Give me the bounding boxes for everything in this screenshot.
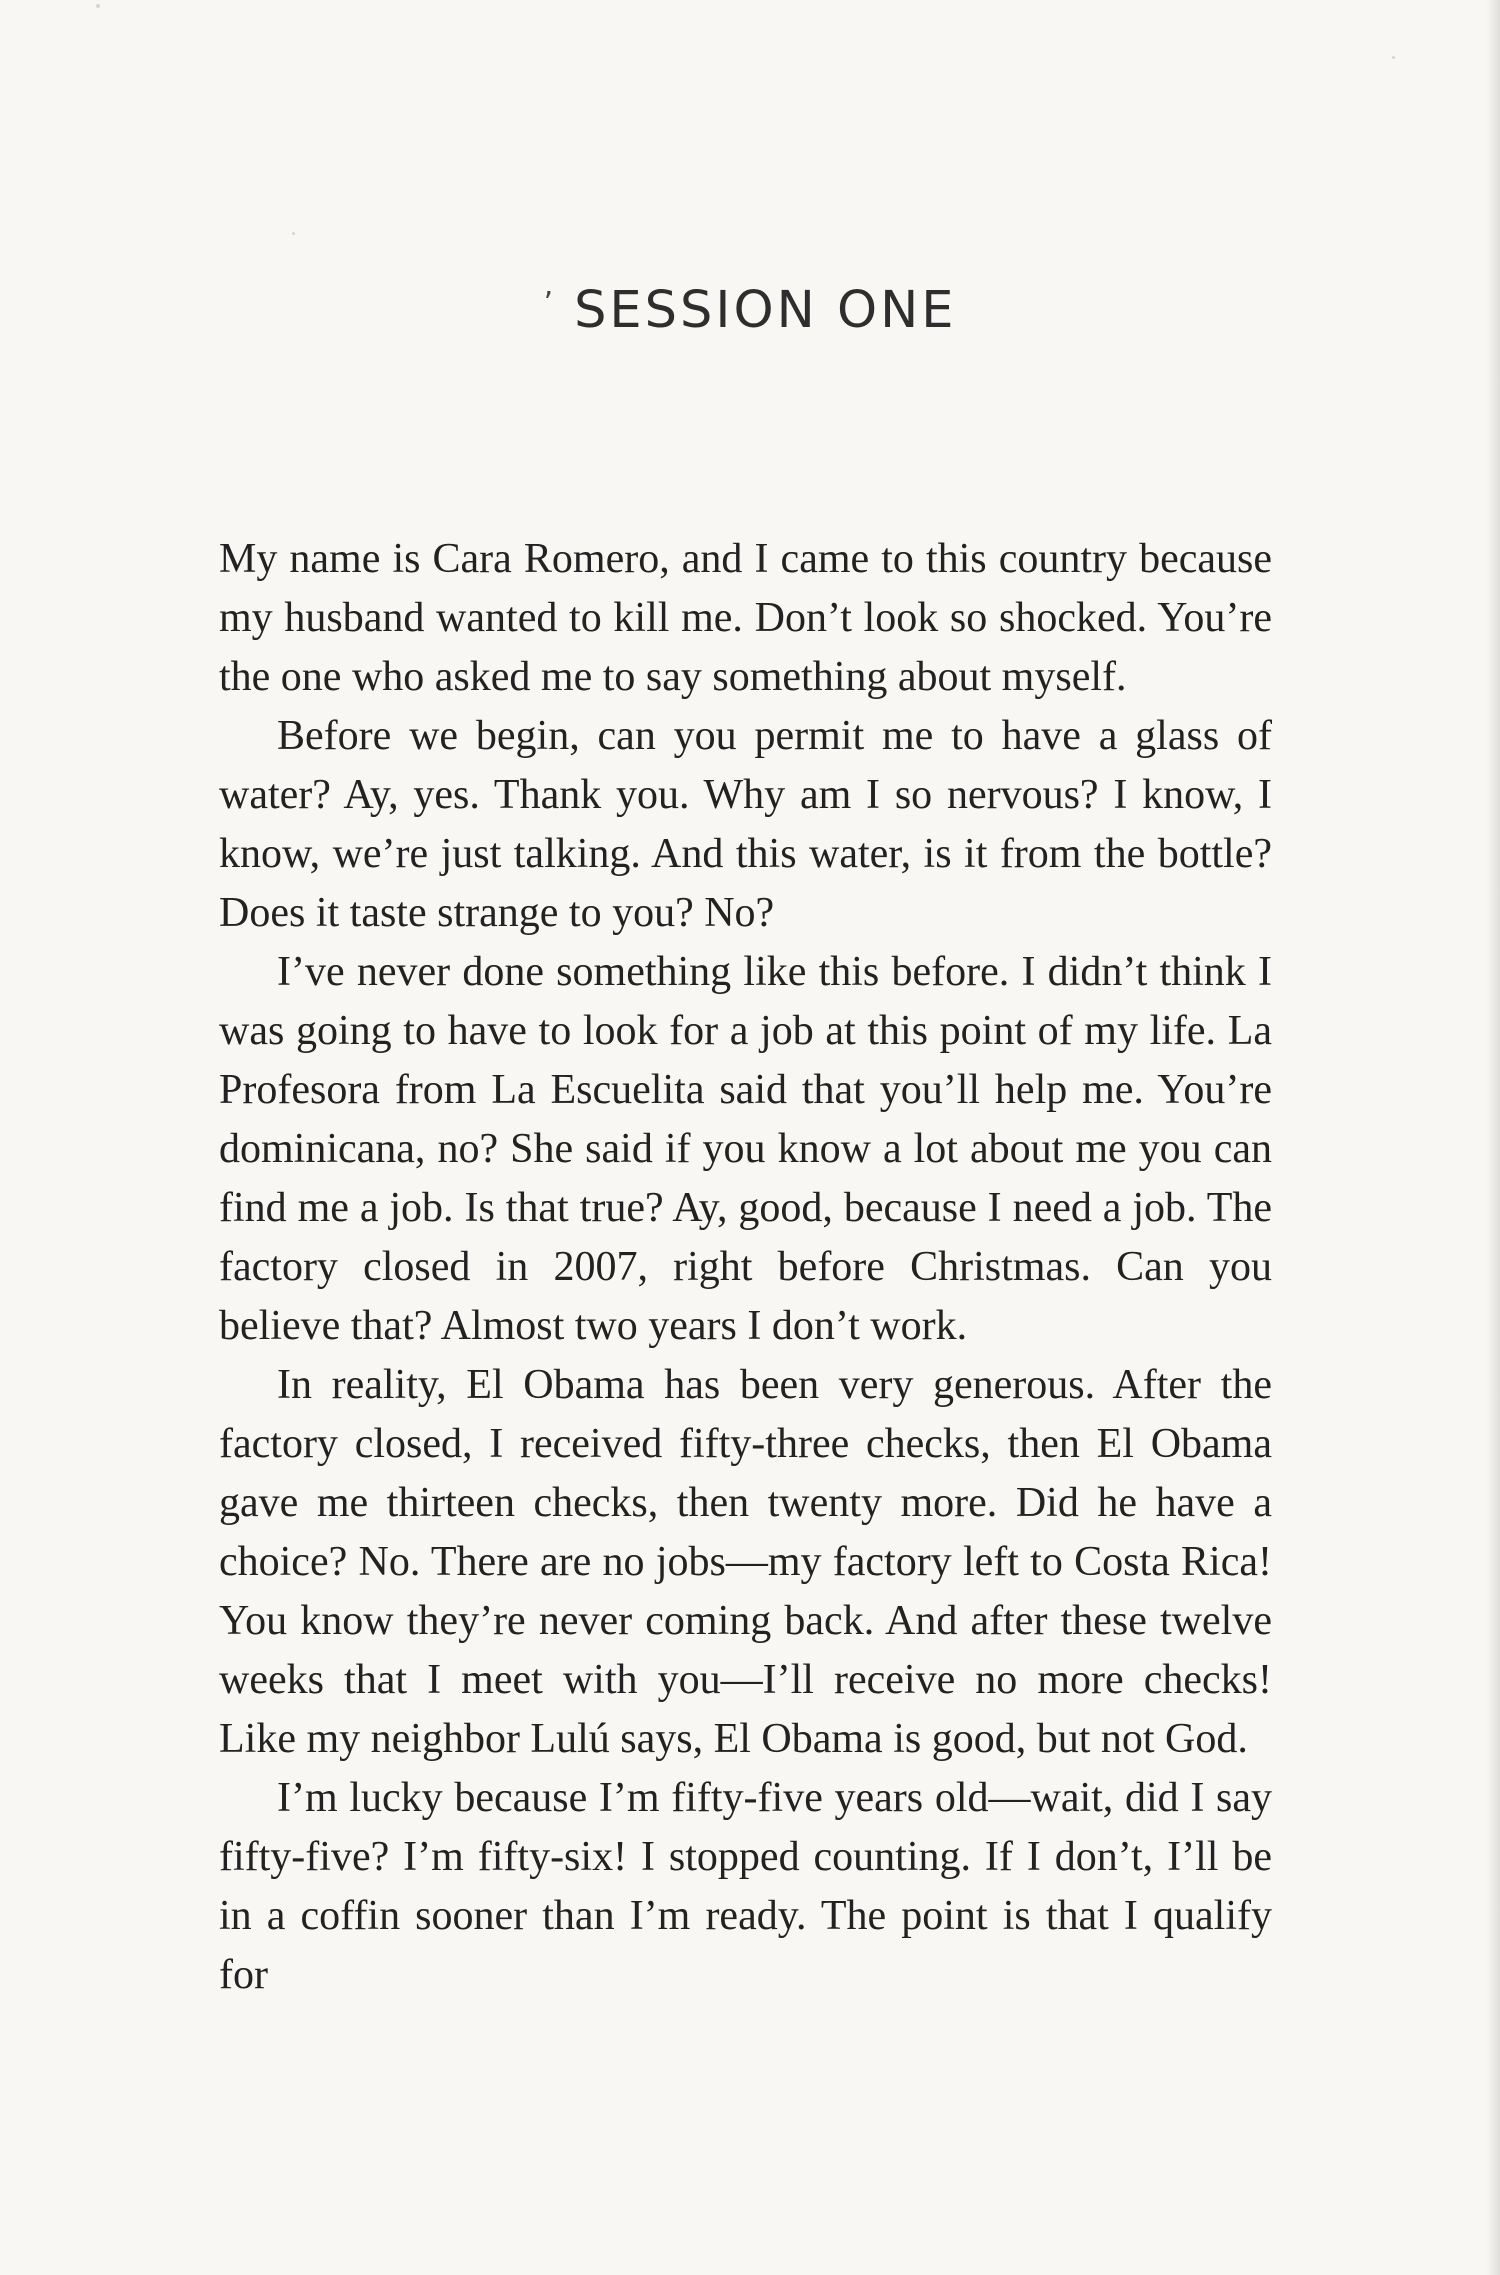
paragraph: I’m lucky because I’m fifty-five years old—wait, did I say fifty-five? I’m fifty-six! I stopped counting. If I don’t, I’ll be in a coffin sooner than I’m ready. The point is that I qualify for [219, 1775, 1272, 1998]
title-tick-mark: ’ [543, 286, 557, 321]
paper-speck [96, 4, 100, 8]
paragraph: My name is Cara Romero, and I came to this country because my husband wanted to kill me. Don’t look so shocked. You’re the one who asked me to say something about myself. [219, 536, 1272, 700]
paragraph: Before we begin, can you permit me to have a glass of water? Ay, yes. Thank you. Why am I so nervous? I know, I know, we’re just talking. And this water, is it from the bottle? Does it taste strange to you? No? [219, 713, 1272, 936]
paragraph: In reality, El Obama has been very generous. After the factory closed, I received fifty-three checks, then El Obama gave me thirteen checks, then twenty more. Did he have a choice? No. There are no jobs—my factory left to Costa Rica! You know they’re never coming back. And after these twelve weeks that I meet with you—I’ll receive no more checks! Like my neighbor Lulú says, El Obama is good, but not God. [219, 1362, 1272, 1762]
paper-speck [292, 232, 295, 235]
body-text [219, 530, 1272, 2005]
paper-speck [1392, 56, 1395, 59]
page-edge-shadow [1486, 0, 1500, 2275]
chapter-title [0, 281, 1500, 340]
chapter-title-text: SESSION ONE [574, 281, 957, 340]
paragraph: I’ve never done something like this before. I didn’t think I was going to have to look for a job at this point of my life. La Profesora from La Escuelita said that you’ll help me. You’re dominicana, no? She said if you know a lot about me you can find me a job. Is that true? Ay, good, because I need a job. The factory closed in 2007, right before Christmas. Can you believe that? Almost two years I don’t work. [219, 949, 1272, 1349]
